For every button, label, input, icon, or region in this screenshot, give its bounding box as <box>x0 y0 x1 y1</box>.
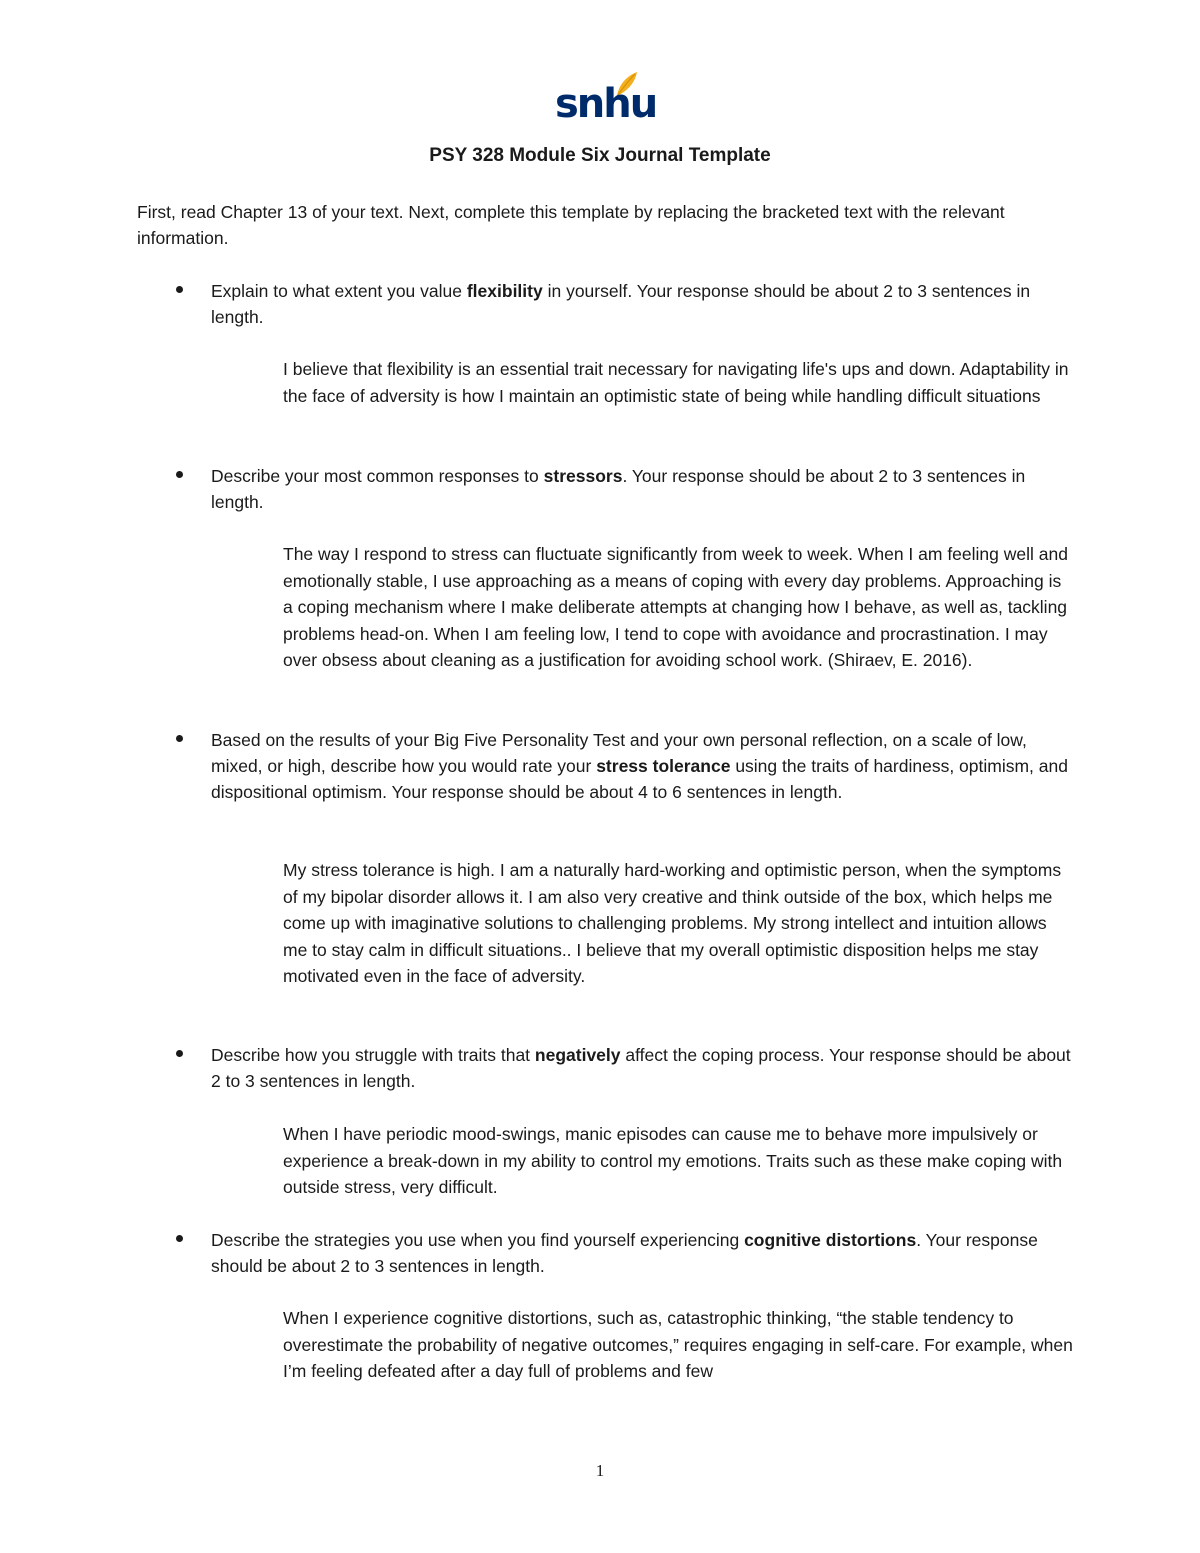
bullet-icon <box>174 1042 186 1054</box>
bullet-icon <box>174 278 186 290</box>
bullet-icon <box>174 463 186 475</box>
question-3: Based on the results of your Big Five Personality Test and your own personal reflection, on a scale of low, mixed, or high, describe how you would rate your stress tolerance using the traits of hardiness, optimism, and dispositional optimism. Your response should be about 4 to 6 sentences in length. <box>211 730 1068 802</box>
answer-3: My stress tolerance is high. I am a naturally hard-working and optimistic person, when the symptoms of my bipolar disorder allows it. I am also very creative and think outside of the box, which helps me come up with imaginative solutions to challenging problems. My strong intellect and intuition allows me to stay calm in difficult situations.. I believe that my overall optimistic disposition helps me stay motivated even in the face of adversity. <box>283 860 1062 986</box>
snhu-logo <box>555 70 657 134</box>
document-title: PSY 328 Module Six Journal Template <box>429 145 771 166</box>
question-4: Describe how you struggle with traits that negatively affect the coping process. Your response should be about 2 to 3 sentences in length. <box>211 1045 1071 1091</box>
intro-paragraph: First, read Chapter 13 of your text. Next, complete this template by replacing the bracketed text with the relevant information. <box>137 202 1005 248</box>
answer-2: The way I respond to stress can fluctuate significantly from week to week. When I am feeling well and emotionally stable, I use approaching as a means of coping with every day problems. Approaching is a coping mechanism where I make deliberate attempts at changing how I behave, as well as, tackling problems head-on. When I am feeling low, I tend to cope with avoidance and procrastination. I may over obsess about cleaning as a justification for avoiding school work. (Shiraev, E. 2016). <box>283 544 1068 670</box>
answer-4: When I have periodic mood-swings, manic episodes can cause me to behave more impulsively or experience a break-down in my ability to control my emotions. Traits such as these make coping with outside stress, very difficult. <box>283 1124 1063 1197</box>
question-1: Explain to what extent you value flexibility in yourself. Your response should be about 2 to 3 sentences in length. <box>211 281 1031 327</box>
logo-wordmark: snhu <box>555 81 657 127</box>
question-2: Describe your most common responses to stressors. Your response should be about 2 to 3 sentences in length. <box>211 466 1026 512</box>
answer-1: I believe that flexibility is an essential trait necessary for navigating life's ups and down. Adaptability in the face of adversity is how I maintain an optimistic state of being while handling difficult situations <box>283 359 1069 406</box>
page-number: 1 <box>595 1461 605 1480</box>
question-5: Describe the strategies you use when you find yourself experiencing cognitive distortions. Your response should be about 2 to 3 sentences in length. <box>211 1230 1038 1276</box>
answer-5: When I experience cognitive distortions, such as, catastrophic thinking, “the stable tendency to overestimate the probability of negative outcomes,” requires engaging in self-care. For example, when I’m feeling defeated after a day full of problems and few <box>283 1308 1073 1381</box>
bullet-icon <box>174 1227 186 1239</box>
bullet-icon <box>174 727 186 739</box>
